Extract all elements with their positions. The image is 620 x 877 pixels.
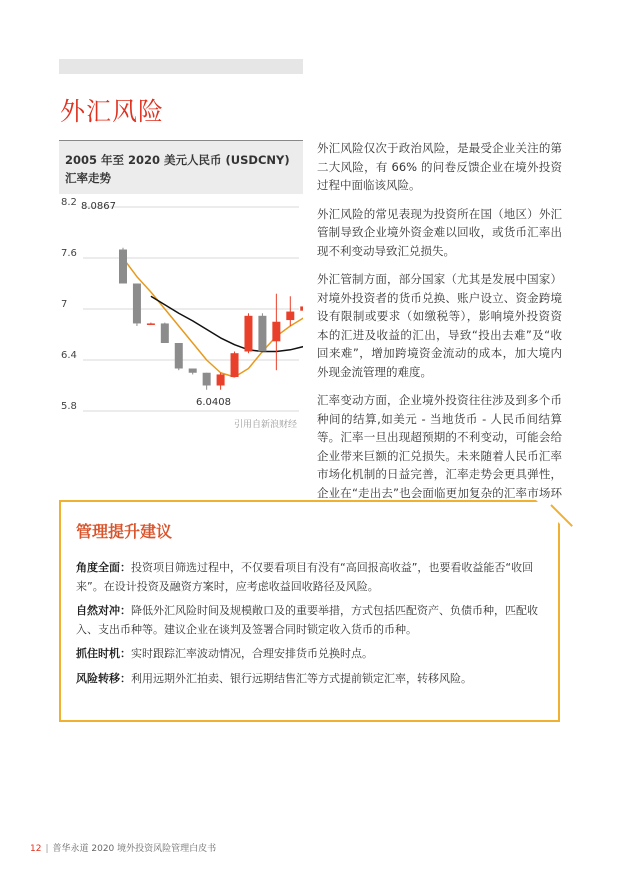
advice-item [76, 670, 546, 689]
chart-box [59, 140, 303, 432]
advice-list [76, 559, 546, 694]
chart-title [65, 151, 300, 187]
candle-body [161, 323, 169, 343]
advice-text: 利用远期外汇拍卖、银行远期结售汇等方式提前锁定汇率，转移风险。 [131, 671, 472, 685]
body-text [317, 139, 562, 531]
y-tick-label: 6.4 [61, 350, 77, 361]
advice-text: 降低外汇风险时间及规模敞口及的重要举措，方式包括匹配资产、负债币种，匹配收入、支出币种等。建议企业在谈判及签署合同时锁定收入货币的币种。 [76, 604, 538, 636]
advice-label: 自然对冲： [76, 604, 131, 617]
high-value-label: 8.0867 [81, 201, 116, 212]
section-title: 外汇风险 [60, 97, 165, 126]
paragraph: 外汇风险的常见表现为投资所在国（地区）外汇管制导致企业境外资金难以回收，或货币汇率出现不利变动导致汇兑损失。 [317, 206, 562, 258]
advice-text: 实时跟踪汇率波动情况，合理安排货币兑换时点。 [131, 647, 373, 660]
y-tick-label: 7 [61, 299, 68, 310]
advice-label: 风险转移： [76, 671, 131, 685]
advice-item [76, 559, 546, 596]
chart-title-line2: 汇率走势 [65, 171, 111, 185]
exchange-rate-chart [59, 193, 303, 433]
top-decor-bar [59, 59, 303, 74]
footer-doc-title: 普华永道 2020 境外投资风险管理白皮书 [52, 844, 217, 854]
candle-body [203, 373, 211, 386]
candle-body [119, 250, 127, 284]
candle-body [286, 312, 294, 321]
paragraph: 外汇管制方面，部分国家（尤其是发展中国家）对境外投资者的货币兑换、账户设立、资金跨境设有限制或要求（如缴税等），影响境外投资资本的汇进及收益的汇出，导致“投出去难”及“收回来难”，增加跨境资金流动的成本，加大境内外现金流管理的难度。 [317, 272, 562, 379]
advice-item [76, 645, 546, 664]
y-tick-label: 8.2 [61, 197, 77, 208]
advice-label: 抓住时机： [76, 647, 131, 660]
candle-body [272, 322, 280, 342]
advice-label: 角度全面： [76, 561, 131, 574]
candle-body [147, 323, 155, 325]
candle-body [258, 316, 266, 352]
candle-body [217, 374, 225, 385]
advice-item [76, 602, 546, 639]
paragraph: 汇率变动方面，企业境外投资往往涉及到多个币种间的结算,如美元 - 当地货币 - 人民币间结算等。汇率一旦出现超预期的不利变动，可能会给企业带来巨额的汇兑损失。未来随着人民币汇率市场化机制的日益完善，汇率走势会更具弹性，企业在“走出去”也会面临更加复杂的汇率市场环 [317, 393, 562, 500]
candle-body [244, 316, 252, 352]
advice-title: 管理提升建议 [76, 522, 173, 541]
y-tick-label: 5.8 [61, 401, 77, 412]
footer-separator: | [45, 844, 49, 854]
low-value-label: 6.0408 [196, 397, 231, 408]
advice-text: 投资项目筛选过程中，不仅要看项目有没有“高回报高收益”，也要看收益能否“收回来”。在设计投资及融资方案时，应考虑收益回收路径及风险。 [76, 561, 534, 593]
candle-body [133, 284, 141, 324]
chart-header [59, 140, 303, 194]
candle-body [231, 353, 239, 377]
page-number: 12 [30, 844, 42, 854]
chart-title-line1: 2005 年至 2020 美元人民币 (USDCNY) [65, 153, 290, 167]
paragraph: 外汇风险仅次于政治风险，是最受企业关注的第二大风险，有 66% 的问卷反馈企业在境外投资过程中面临该风险。 [317, 141, 562, 192]
advice-box [59, 500, 560, 722]
candle-body [175, 343, 183, 369]
chart-source: 引用自新浪财经 [233, 420, 297, 430]
candle-body [300, 306, 303, 310]
y-tick-label: 7.6 [61, 248, 77, 259]
candle-body [189, 369, 197, 373]
footer [30, 841, 216, 854]
